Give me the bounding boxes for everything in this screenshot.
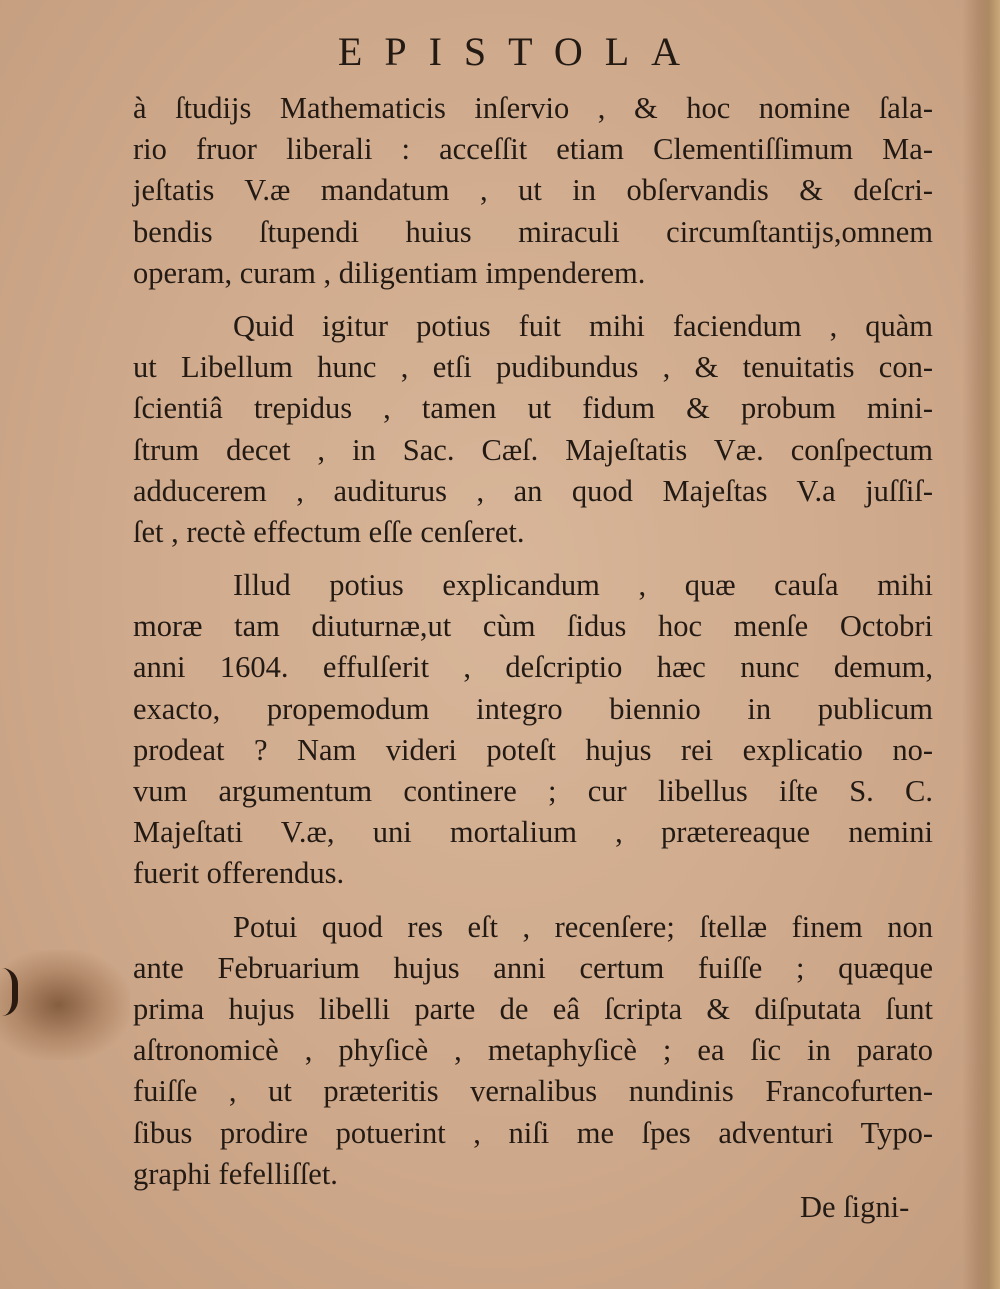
text-line: adducerem , auditurus , an quod Majeſtas V.a juſſiſ- — [133, 473, 933, 508]
page-edge — [962, 0, 1000, 1289]
text-line: fuiſſe , ut præteritis vernalibus nundinis Francofurten- — [133, 1074, 933, 1109]
text-line: exacto, propemodum integro biennio in publicum — [133, 691, 933, 726]
running-header: EPISTOLA — [337, 29, 703, 74]
text-line: Illud potius explicandum , quæ cauſa mihi — [233, 568, 933, 603]
text-line: Quid igitur potius fuit mihi faciendum , quàm — [233, 308, 933, 343]
text-line: Majeſtati V.æ, uni mortalium , prætereaque nemini — [133, 815, 933, 850]
text-line: ſet , rectè effectum eſſe cenſeret. — [133, 514, 525, 549]
text-line: fuerit offerendus. — [133, 856, 345, 891]
text-line: ante Februarium hujus anni certum fuiſſe ; quæque — [133, 950, 933, 985]
text-line: prima hujus libelli parte de eâ ſcripta & diſputata ſunt — [133, 991, 933, 1026]
text-line: operam, curam , diligentiam impenderem. — [133, 255, 646, 290]
text-line: anni 1604. effulſerit , deſcriptio hæc nunc demum, — [133, 650, 933, 685]
text-line: ſibus prodire potuerint , niſi me ſpes adventuri Typo- — [133, 1115, 933, 1150]
text-line: à ſtudijs Mathematicis inſervio , & hoc nomine ſala- — [133, 91, 933, 125]
text-line: bendis ſtupendi huius miraculi circumſtantijs,omnem — [133, 214, 933, 249]
text-line: ſcientiâ trepidus , tamen ut fidum & probum mini- — [133, 391, 933, 426]
text-line: ut Libellum hunc , etſi pudibundus , & tenuitatis con- — [133, 350, 933, 385]
text-line: jeſtatis V.æ mandatum , ut in obſervandis & deſcri- — [133, 173, 933, 208]
text-line: Potui quod res eſt , recenſere; ſtellæ finem non — [233, 909, 933, 944]
catchword: De ſigni- — [800, 1190, 910, 1224]
text-line: rio fruor liberali : acceſſit etiam Clementiſſimum Ma- — [133, 132, 933, 167]
text-line: moræ tam diuturnæ,ut cùm ſidus hoc menſe Octobri — [133, 609, 933, 644]
body-text — [133, 88, 933, 1195]
text-line: vum argumentum continere ; cur libellus iſte S. C. — [133, 774, 933, 808]
text-line: ſtrum decet , in Sac. Cæſ. Majeſtatis Væ. conſpectum — [133, 432, 933, 467]
ink-stain — [0, 950, 130, 1060]
text-line: aſtronomicè , phyſicè , metaphyſicè ; ea ſic in parato — [133, 1033, 933, 1068]
text-line: graphi fefelliſſet. — [133, 1156, 338, 1191]
text-line: prodeat ? Nam videri poteſt hujus rei explicatio no- — [133, 732, 933, 767]
